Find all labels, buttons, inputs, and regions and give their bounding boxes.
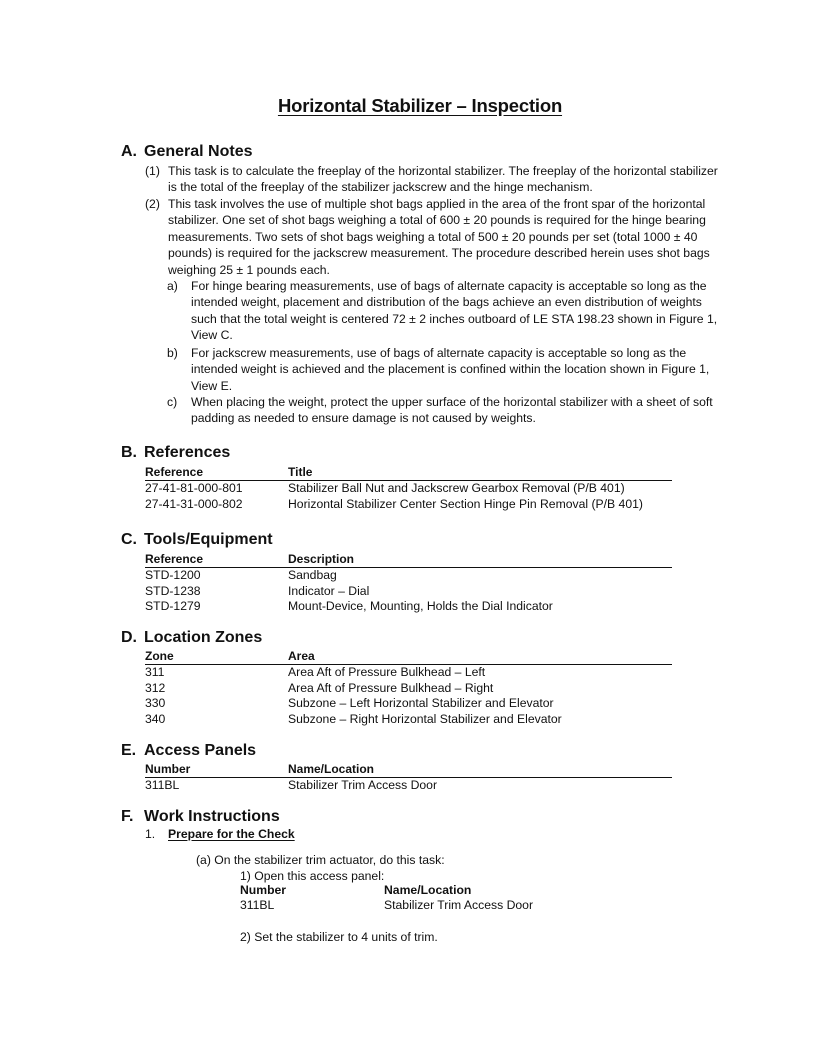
section-e-title: Access Panels [144,742,257,759]
table-header [145,649,672,665]
cell-zone: 330 [145,696,166,710]
table-header [145,762,672,778]
cell-zone: 340 [145,711,166,726]
step-number: 1. [145,827,156,841]
col-name-location: Name/Location [384,883,472,897]
section-f-heading [121,808,280,826]
section-b-letter: B. [121,444,137,461]
references-table [145,465,672,512]
note-number: (1) [145,164,160,178]
cell-description: Mount-Device, Mounting, Holds the Dial Indicator [288,599,553,613]
cell-reference: STD-1279 [145,599,201,613]
note-number: (2) [145,197,160,211]
section-c-heading [121,531,273,549]
substep-a: (a) On the stabilizer trim actuator, do this task: [196,853,445,867]
section-e-letter: E. [121,742,137,759]
cell-description: Sandbag [288,568,337,582]
section-f-title: Work Instructions [144,808,280,825]
col-name-location: Name/Location [288,762,375,776]
general-note-2c [167,394,720,427]
section-c-title: Tools/Equipment [144,531,273,548]
col-reference: Reference [145,465,204,479]
section-d-title: Location Zones [144,629,263,646]
substep-panel-table [240,883,550,913]
general-note-2a [167,278,720,344]
cell-area: Area Aft of Pressure Bulkhead – Right [288,680,494,695]
table-header [145,552,672,568]
subnote-number: c) [167,395,178,409]
table-row [145,681,672,697]
cell-name-location: Stabilizer Trim Access Door [288,778,437,792]
col-number: Number [240,883,287,897]
note-text: This task is to calculate the freeplay of the horizontal stabilizer. The freeplay of the horizontal stabilizer is the total of the freeplay of the stabilizer jackscrew and the hinge mechanism. [168,164,718,195]
substep-2: 2) Set the stabilizer to 4 units of trim. [240,930,438,944]
cell-reference: 27-41-31-000-802 [145,496,243,511]
subnote-text: For hinge bearing measurements, use of bags of alternate capacity is acceptable so long as the intended weight, placement and distribution of the bags achieve an even distribution of weights such that the total weight is centered 72 ± 2 inches outboard of LE STA 198.23 shown in Figure 1, View C. [191,279,718,343]
table-header [145,465,672,481]
tools-table [145,552,672,615]
general-note-2 [145,196,720,278]
note-text: This task involves the use of multiple shot bags applied in the area of the front spar of the horizontal stabilizer. One set of shot bags weighing a total of 600 ± 20 pounds is required for the hinge bearing measurements. Two sets of shot bags weighing a total of 500 ± 20 pounds per set (total 1000 ± 40 pounds) is required for the jackscrew measurement. The procedure described herein uses shot bags weighing 25 ± 1 pounds each. [168,197,710,277]
section-e-heading [121,742,256,760]
table-row [240,898,550,913]
cell-reference: STD-1238 [145,583,201,598]
cell-number: 311BL [240,898,275,912]
general-note-2b [167,345,720,394]
section-a-heading [121,143,252,161]
section-d-heading [121,629,262,647]
table-row [145,568,672,584]
cell-description: Indicator – Dial [288,583,370,598]
subnote-text: For jackscrew measurements, use of bags of alternate capacity is acceptable so long as the intended weight is achieved and the placement is confined within the location shown in Figure 1, View E. [191,346,710,393]
table-header [240,883,550,898]
section-f-letter: F. [121,808,134,825]
table-row [145,599,672,615]
cell-area: Area Aft of Pressure Bulkhead – Left [288,665,486,679]
table-row [145,665,672,681]
cell-title: Horizontal Stabilizer Center Section Hinge Pin Removal (P/B 401) [288,496,643,511]
table-row [145,696,672,712]
section-a-title: General Notes [144,143,253,160]
cell-reference: STD-1200 [145,568,201,582]
table-row [145,481,672,497]
col-number: Number [145,762,191,776]
cell-title: Stabilizer Ball Nut and Jackscrew Gearbox Removal (P/B 401) [288,481,625,495]
cell-reference: 27-41-81-000-801 [145,481,243,495]
section-d-letter: D. [121,629,137,646]
step-label: Prepare for the Check [168,827,295,841]
col-zone: Zone [145,649,174,663]
cell-zone: 312 [145,680,166,695]
access-panels-table [145,762,672,794]
general-note-1 [145,163,720,196]
cell-zone: 311 [145,665,165,679]
col-title: Title [288,465,313,479]
section-b-heading [121,444,230,462]
section-c-letter: C. [121,531,137,548]
location-zones-table [145,649,672,727]
table-row [145,497,672,513]
col-reference: Reference [145,552,204,566]
subnote-number: a) [167,279,178,293]
page-title: Horizontal Stabilizer – Inspection [277,95,563,116]
table-row [145,584,672,600]
table-row [145,778,672,794]
table-row [145,712,672,728]
col-area: Area [288,649,315,663]
subnote-text: When placing the weight, protect the upper surface of the horizontal stabilizer with a sheet of soft padding as needed to ensure damage is not caused by weights. [191,395,713,426]
cell-number: 311BL [145,778,180,792]
work-step-1 [145,827,295,841]
cell-name-location: Stabilizer Trim Access Door [384,898,533,912]
col-description: Description [288,552,355,566]
subnote-number: b) [167,346,178,360]
section-a-letter: A. [121,143,137,160]
cell-area: Subzone – Left Horizontal Stabilizer and Elevator [288,696,554,710]
substep-1: 1) Open this access panel: [240,869,385,883]
cell-area: Subzone – Right Horizontal Stabilizer and Elevator [288,711,562,726]
section-b-title: References [144,444,231,461]
